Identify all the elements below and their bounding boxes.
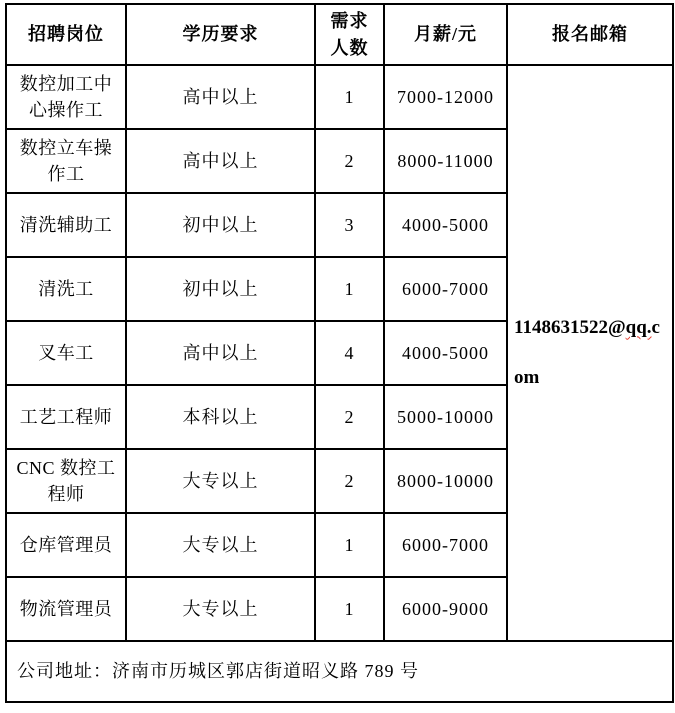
headcount-cell: 3 [315,193,384,257]
headcount-cell: 1 [315,65,384,129]
position-cell: 叉车工 [6,321,126,385]
education-cell: 高中以上 [126,65,315,129]
salary-cell: 7000-12000 [384,65,507,129]
header-headcount-label: 需求人数 [330,10,369,58]
email-suffix: c [651,316,660,338]
headcount-cell: 1 [315,577,384,641]
education-cell: 本科以上 [126,385,315,449]
position-cell: 清洗工 [6,257,126,321]
position-cell: 工艺工程师 [6,385,126,449]
email-prefix: 1148631522@ [514,316,626,338]
header-position: 招聘岗位 [6,4,126,65]
header-row [6,4,673,65]
salary-cell: 6000-9000 [384,577,507,641]
email-address-line1 [514,317,670,340]
headcount-cell: 2 [315,129,384,193]
headcount-cell: 2 [315,449,384,513]
header-headcount [315,4,384,65]
table-row [6,65,673,129]
position-cell: 清洗辅助工 [6,193,126,257]
header-email: 报名邮箱 [507,4,673,65]
header-education: 学历要求 [126,4,315,65]
email-cell [507,65,673,641]
recruitment-table [5,3,674,703]
spellcheck-underline: qq. [625,316,652,338]
salary-cell: 8000-11000 [384,129,507,193]
headcount-cell: 4 [315,321,384,385]
salary-cell: 6000-7000 [384,257,507,321]
salary-cell: 5000-10000 [384,385,507,449]
position-cell: CNC 数控工程师 [6,449,126,513]
header-salary: 月薪/元 [384,4,507,65]
education-cell: 高中以上 [126,321,315,385]
salary-cell: 6000-7000 [384,513,507,577]
position-cell: 仓库管理员 [6,513,126,577]
salary-cell: 8000-10000 [384,449,507,513]
position-cell: 物流管理员 [6,577,126,641]
salary-cell: 4000-5000 [384,321,507,385]
email-address-line2: om [514,366,540,388]
education-cell: 大专以上 [126,513,315,577]
headcount-cell: 2 [315,385,384,449]
footer-row [6,641,673,702]
company-address: 公司地址：济南市历城区郭店街道昭义路 789 号 [6,641,673,702]
education-cell: 初中以上 [126,193,315,257]
education-cell: 大专以上 [126,577,315,641]
position-cell: 数控立车操作工 [6,129,126,193]
headcount-cell: 1 [315,513,384,577]
salary-cell: 4000-5000 [384,193,507,257]
education-cell: 大专以上 [126,449,315,513]
education-cell: 高中以上 [126,129,315,193]
position-cell: 数控加工中心操作工 [6,65,126,129]
headcount-cell: 1 [315,257,384,321]
education-cell: 初中以上 [126,257,315,321]
